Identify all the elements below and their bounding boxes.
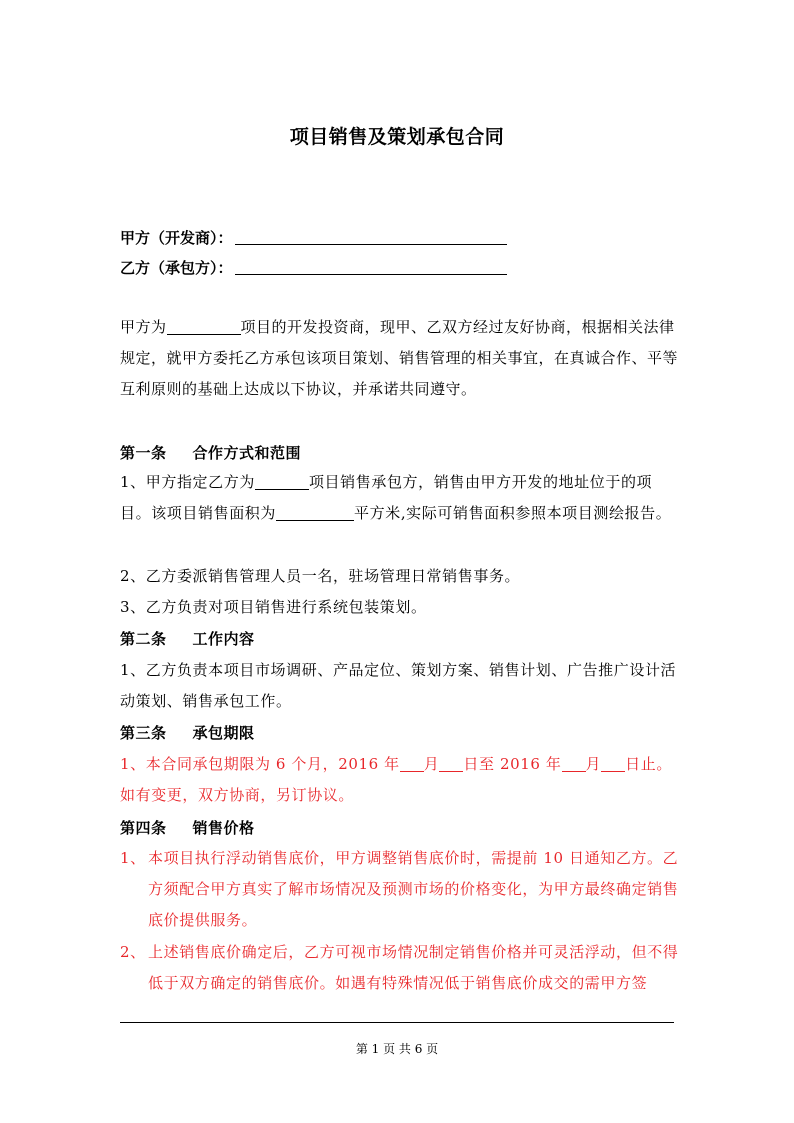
article-4-title: 销售价格: [192, 819, 255, 837]
party-b-row: [120, 256, 507, 278]
article-1-item-1-text-b: 项目销售承包方，销售由甲方开发的地址位于的项目。该项目销售面积为: [120, 473, 653, 522]
article-3-number: 第三条: [120, 724, 167, 742]
article-1-item-3: 3、乙方负责对项目销售进行系统包装策划。: [120, 598, 427, 616]
article-3-text-e: 日止。如有变更，双方协商，另订协议。: [120, 755, 672, 804]
start-day-blank: [439, 754, 463, 772]
party-a-blank: [235, 226, 507, 245]
article-1-heading: [120, 442, 301, 463]
article-4-item-1: [120, 843, 680, 936]
end-day-blank: [601, 754, 625, 772]
article-3-title: 承包期限: [192, 724, 255, 742]
sales-area-blank: [276, 503, 354, 521]
article-1-item-1-text-a: 1、甲方指定乙方为: [120, 473, 255, 491]
article-1-title: 合作方式和范围: [192, 444, 302, 462]
article-4-item-2-number: 2、: [120, 943, 146, 961]
article-1-number: 第一条: [120, 444, 167, 462]
start-month-blank: [400, 754, 424, 772]
article-2-heading: [120, 628, 255, 649]
project-name-blank: [167, 317, 241, 335]
party-a-row: [120, 226, 507, 248]
intro-text-1: 甲方为: [120, 318, 167, 336]
article-2-item-1: 1、乙方负责本项目市场调研、产品定位、策划方案、销售计划、广告推广设计活动策划、销售承包工作。: [120, 661, 677, 710]
intro-paragraph: [120, 312, 680, 405]
article-2-number: 第二条: [120, 630, 167, 648]
sales-agent-blank: [255, 472, 309, 490]
article-4-item-2: [120, 937, 680, 999]
party-a-label: 甲方（开发商）：: [120, 229, 233, 247]
article-1-item-1-text-c: 平方米,实际可销售面积参照本项目测绘报告。: [354, 504, 672, 522]
article-4-item-1-text: 本项目执行浮动销售底价，甲方调整销售底价时，需提前 10 日通知乙方。乙方须配合甲方真实了解市场情况及预测市场的价格变化，为甲方最终确定销售底价提供服务。: [148, 849, 679, 929]
article-3-text-d: 月: [585, 755, 602, 773]
end-month-blank: [562, 754, 586, 772]
article-3-item-1: [120, 749, 680, 811]
article-4-heading: [120, 817, 255, 838]
party-b-label: 乙方（承包方）：: [120, 259, 233, 277]
document-title: 项目销售及策划承包合同: [289, 126, 505, 148]
intro-text-2: 项目的开发投资商，现甲、乙双方经过友好协商，根据相关法律规定，就甲方委托乙方承包该项目策划、销售管理的相关事宜，在真诚合作、平等互利原则的基础上达成以下协议，并承诺共同遵守。: [120, 318, 679, 398]
article-3-text-b: 月: [423, 755, 440, 773]
page-number: 第 1 页 共 6 页: [355, 1042, 439, 1056]
article-3-text-c: 日至 2016 年: [463, 755, 562, 773]
article-1-item-1: [120, 467, 680, 529]
footer-divider: [120, 1022, 674, 1023]
article-2-title: 工作内容: [192, 630, 255, 648]
article-3-text-a: 1、本合同承包期限为 6 个月，2016 年: [120, 755, 400, 773]
party-b-blank: [235, 256, 507, 275]
article-4-item-1-number: 1、: [120, 849, 146, 867]
article-3-heading: [120, 722, 255, 743]
article-4-number: 第四条: [120, 819, 167, 837]
article-4-item-2-text: 上述销售底价确定后，乙方可视市场情况制定销售价格并可灵活浮动，但不得低于双方确定的销售底价。如遇有特殊情况低于销售底价成交的需甲方签: [148, 943, 679, 992]
article-1-item-2: 2、乙方委派销售管理人员一名，驻场管理日常销售事务。: [120, 567, 521, 585]
